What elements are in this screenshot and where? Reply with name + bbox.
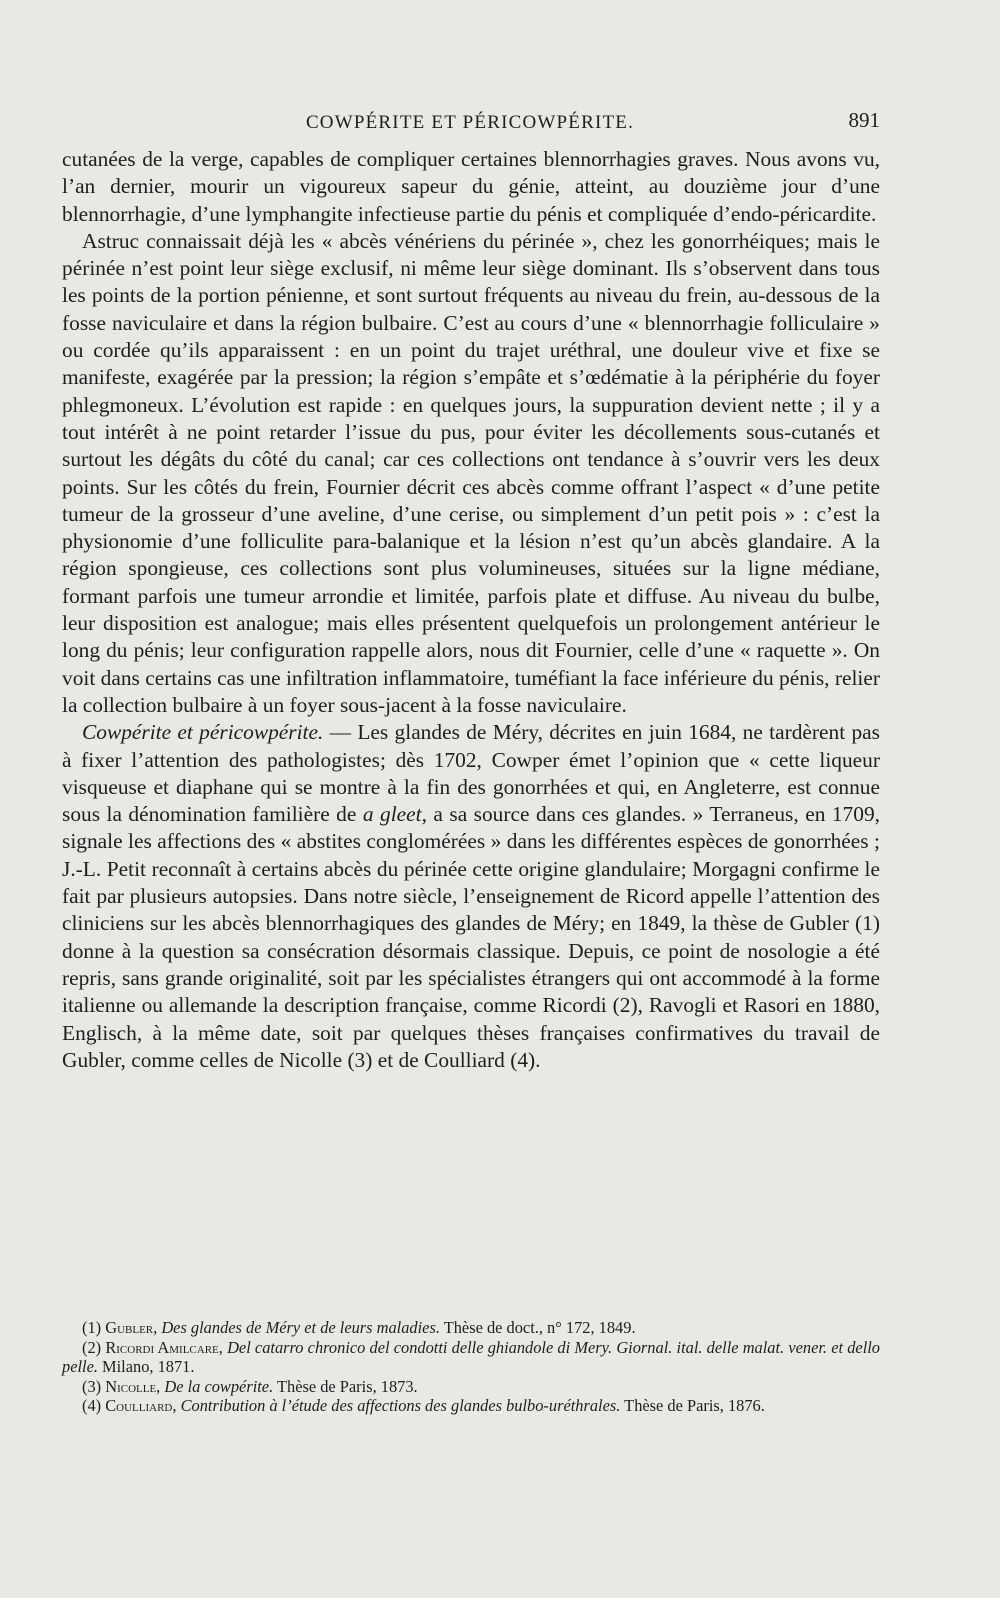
footnote-author: Ricordi Amilcare, [105, 1337, 223, 1357]
footnote-rest: Thèse de Paris, 1876. [620, 1396, 765, 1416]
footnote-rest: Milano, 1871. [97, 1357, 195, 1377]
footnote-ref: (1) [855, 911, 880, 936]
italic-term: a gleet [362, 802, 422, 827]
footnote-mark: (1) [82, 1318, 102, 1337]
footnote-title: De la cowpérite. [164, 1376, 274, 1396]
footnote [62, 1318, 880, 1338]
paragraph-continued: cutanées de la verge, capables de compliquer certaines blennorrhagies graves. Nous avons vu, l’an dernier, mourir un vigoureux sapeur du génie, atteint, au douzième jour d’une blennorrhagie, d’une lymphangite infectieuse partie du pénis et compliquée d’endo-péricardite. [62, 147, 880, 226]
footnote-author: Gubler, [105, 1318, 158, 1337]
footnotes [62, 1318, 880, 1416]
paragraph-text: , Ravogli et Rasori en 1880, Englisch, à la même date, soit par quelques thèses françaises confirmatives du travail de Gubler, comme celles de Nicolle [62, 993, 880, 1072]
page-number: 891 [848, 108, 880, 132]
footnote-rest: Thèse de Paris, 1873. [273, 1376, 418, 1396]
paragraph-text: — Les glandes de Méry, décrites en juin 1684, ne tardèrent pas à fixer l’attention des pathologistes; dès 1702, Cowper émet l’opinion que « cette liqueur visqueuse et diaphane qui se montre à la fin des gonorrhées et qui, en Angleterre, est connue sous la dénomination familière de [62, 720, 880, 827]
footnote [62, 1338, 880, 1377]
page-header [60, 108, 880, 138]
footnote-title: Contribution à l’étude des affections des glandes bulbo-uréthrales. [180, 1396, 621, 1416]
paragraph-cowperite [62, 719, 880, 1074]
footnote [62, 1396, 880, 1416]
paragraph-astruc: Astruc connaissait déjà les « abcès vénériens du périnée », chez les gonorrhéiques; mais le périnée n’est point leur siège exclusif, ni même leur siège dominant. Ils s’observent dans tous les points de la portion pénienne, et sont surtout fréquents au niveau du frein, au-dessous de la fosse naviculaire et dans la région bulbaire. C’est au cours d’une « blennorrhagie folliculaire » ou cordée qu’ils apparaissent : en un point du trajet uréthral, une douleur vive et fixe se manifeste, exagérée par la pression; la région s’empâte et s’œdématie à la périphérie du foyer phlegmoneux. L’évolution est rapide : en quelques jours, la suppuration devient nette ; il y a tout intérêt à ne point retarder l’issue du pus, pour éviter les décollements sous-cutanés et surtout les dégâts du côté du canal; car ces collections ont tendance à s’ouvrir vers les deux points. Sur les côtés du frein, Fournier décrit ces abcès comme offrant l’aspect « d’une petite tumeur de la grosseur d’une aveline, d’une cerise, ou simplement d’un petit pois » : c’est la physionomie d’une folliculite para-balanique et la lésion n’est qu’un abcès glandaire. A la région spongieuse, ces collections sont plus volumineuses, situées sur la ligne médiane, formant parfois une tumeur arrondie et limitée, parfois plate et diffuse. Au niveau du bulbe, leur disposition est analogue; mais elles présentent quelquefois un prolongement antérieur le long du pénis; leur configuration rappelle alors, nous dit Fournier, celle d’une « raquette ». On voit dans certains cas une infiltration inflammatoire, tuméfiant la face inférieure du pénis, relier la collection bulbaire à un foyer sous-jacent à la fosse naviculaire. [62, 228, 880, 717]
running-title: COWPÉRITE ET PÉRICOWPÉRITE. [305, 112, 635, 133]
paragraph-text: et de Coulliard [372, 1047, 511, 1072]
footnote-title: Des glandes de Méry et de leurs maladies. [161, 1318, 440, 1337]
footnote-ref: (3) [347, 1047, 373, 1072]
footnote-author: Coulliard, [105, 1396, 177, 1416]
footnote-rest: Thèse de doct., n° 172, 1849. [439, 1318, 636, 1337]
body-text [62, 146, 880, 1074]
footnote-title: Del catarro chronico del condotti delle ghiandole di Mery. Giornal. ital. delle malat. vener. et dello pelle. [62, 1337, 880, 1377]
footnote-author: Nicolle, [105, 1376, 161, 1396]
footnote-ref: (2) [612, 993, 638, 1018]
paragraph-text: . [535, 1047, 541, 1072]
paragraph-text: donne à la question sa consécration désormais classique. Depuis, ce point de nosologie a été repris, sans grande originalité, soit par les spécialistes étrangers qui ont accommodé à la forme italienne ou allemande la description française, comme Ricordi [62, 938, 880, 1018]
footnote-mark: (2) [82, 1337, 102, 1357]
footnote-ref: (4) [510, 1047, 536, 1072]
footnote-mark: (3) [82, 1376, 102, 1396]
footnote [62, 1377, 880, 1397]
paragraph-text: , a sa source dans ces glandes. » Terraneus, en 1709, signale les affections des « abstites conglomérées » dans les différentes espèces de gonorrhées ; J.-L. Petit reconnaît à certains abcès du périnée cette origine glandulaire; Morgagni confirme le fait par plusieurs autopsies. Dans notre siècle, l’enseignement de Ricord appelle l’attention des cliniciens sur les abcès blennorrhagiques des glandes de Méry; en 1849, la thèse de Gubler [62, 802, 880, 936]
footnote-mark: (4) [82, 1396, 102, 1416]
section-heading: Cowpérite et péricowpérite. [82, 720, 324, 745]
